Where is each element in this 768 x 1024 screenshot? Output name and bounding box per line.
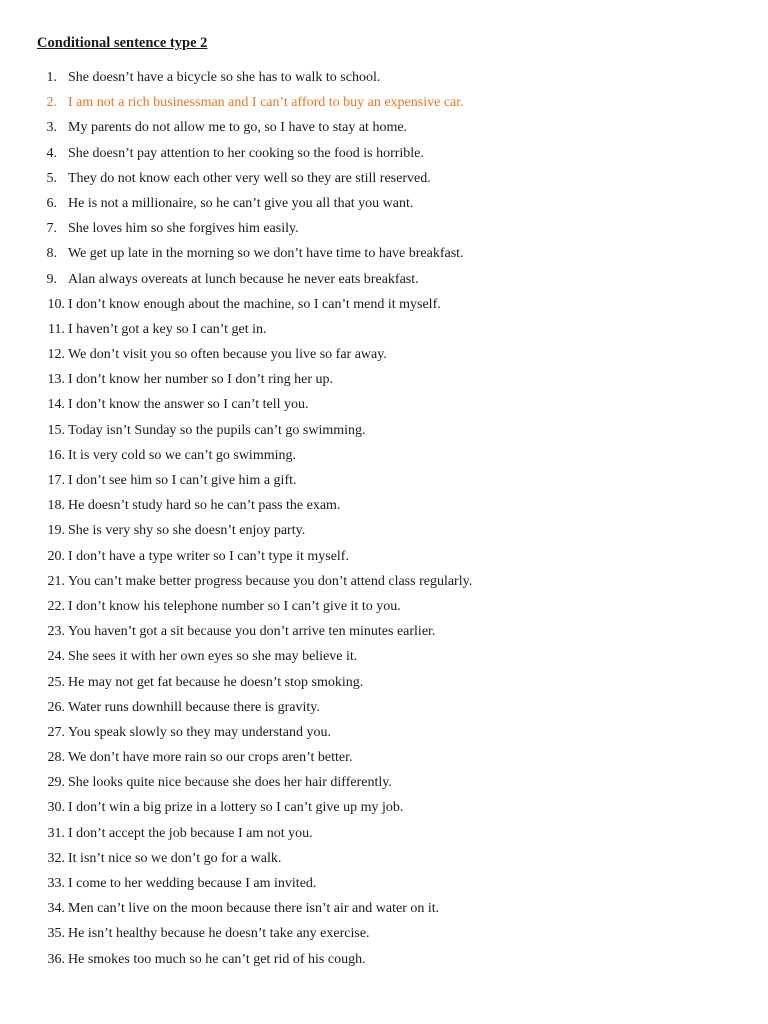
- item-number: 22.: [47, 598, 65, 614]
- item-sentence: I don’t know enough about the machine, so I can’t mend it myself.: [68, 296, 441, 312]
- item-sentence: I come to her wedding because I am invited.: [68, 876, 317, 891]
- item-number: 33.: [47, 876, 65, 891]
- list-item: [0, 367, 768, 392]
- item-sentence: She sees it with her own eyes so she may believe it.: [68, 649, 358, 665]
- list-item: [0, 166, 768, 191]
- item-number: 3.: [46, 120, 57, 136]
- item-number: 8.: [46, 246, 57, 262]
- item-sentence: Today isn’t Sunday so the pupils can’t go swimming.: [68, 422, 366, 438]
- item-sentence: We don’t visit you so often because you live so far away.: [68, 347, 387, 363]
- item-sentence: I don’t know the answer so I can’t tell you.: [68, 397, 309, 413]
- item-sentence: I don’t know his telephone number so I can’t give it to you.: [68, 598, 401, 614]
- item-number: 7.: [46, 221, 57, 237]
- item-sentence: It isn’t nice so we don’t go for a walk.: [68, 850, 282, 866]
- list-item: [0, 795, 768, 820]
- item-sentence: He doesn’t study hard so he can’t pass the exam.: [68, 498, 341, 514]
- item-number: 1.: [46, 70, 57, 85]
- list-item: [0, 342, 768, 367]
- item-number: 9.: [46, 271, 57, 287]
- list-item: [0, 896, 768, 921]
- item-sentence: My parents do not allow me to go, so I have to stay at home.: [68, 120, 408, 136]
- list-item: [0, 292, 768, 317]
- list-item: [0, 846, 768, 871]
- item-number: 19.: [47, 523, 65, 539]
- list-item: [0, 569, 768, 594]
- item-number: 16.: [47, 447, 65, 463]
- item-sentence: Alan always overeats at lunch because he never eats breakfast.: [68, 271, 419, 287]
- item-sentence: He may not get fat because he doesn’t stop smoking.: [68, 674, 364, 690]
- item-sentence: I don’t know her number so I don’t ring her up.: [68, 372, 334, 388]
- item-sentence: He smokes too much so he can’t get rid of his cough.: [68, 951, 366, 967]
- item-number: 5.: [46, 170, 57, 186]
- item-sentence: I don’t accept the job because I am not you.: [68, 825, 313, 841]
- item-sentence: You can’t make better progress because you don’t attend class regularly.: [68, 573, 473, 589]
- item-number: 35.: [47, 926, 65, 942]
- list-item: [0, 871, 768, 896]
- item-sentence: I don’t have a type writer so I can’t type it myself.: [68, 548, 349, 564]
- item-number: 31.: [47, 825, 65, 841]
- list-item: [0, 770, 768, 795]
- item-number: 11.: [48, 321, 65, 337]
- item-sentence: I am not a rich businessman and I can’t afford to buy an expensive car.: [68, 95, 464, 111]
- item-sentence: Men can’t live on the moon because there isn’t air and water on it.: [68, 901, 440, 917]
- item-sentence: She doesn’t have a bicycle so she has to walk to school.: [68, 70, 381, 85]
- list-item: [0, 745, 768, 770]
- list-item: [0, 821, 768, 846]
- list-item: [0, 544, 768, 569]
- list-item: [0, 191, 768, 216]
- item-number: 4.: [46, 145, 57, 161]
- item-number: 10.: [47, 296, 65, 312]
- list-item: [0, 468, 768, 493]
- item-sentence: We don’t have more rain so our crops aren’t better.: [68, 750, 353, 766]
- item-number: 34.: [47, 901, 65, 917]
- item-sentence: You haven’t got a sit because you don’t arrive ten minutes earlier.: [68, 624, 436, 640]
- list-item: [0, 670, 768, 695]
- item-number: 24.: [47, 649, 65, 665]
- item-sentence: Water runs downhill because there is gravity.: [68, 699, 320, 715]
- item-sentence: She loves him so she forgives him easily.: [68, 221, 299, 237]
- item-number: 29.: [47, 775, 65, 791]
- list-item: [0, 317, 768, 342]
- item-number: 12.: [47, 347, 65, 363]
- list-item: [0, 493, 768, 518]
- item-number: 14.: [47, 397, 65, 413]
- item-sentence: She looks quite nice because she does her hair differently.: [68, 775, 392, 791]
- list-item: [0, 90, 768, 115]
- item-number: 15.: [47, 422, 65, 438]
- item-number: 21.: [47, 573, 65, 589]
- item-number: 13.: [47, 372, 65, 388]
- item-number: 36.: [47, 951, 65, 967]
- list-item: [0, 644, 768, 669]
- item-number: 28.: [47, 750, 65, 766]
- item-sentence: I don’t win a big prize in a lottery so I can’t give up my job.: [68, 800, 404, 816]
- item-sentence: She is very shy so she doesn’t enjoy party.: [68, 523, 306, 539]
- list-item: [0, 65, 768, 90]
- list-item: [0, 216, 768, 241]
- item-sentence: He isn’t healthy because he doesn’t take any exercise.: [68, 926, 370, 942]
- item-number: 20.: [47, 548, 65, 564]
- item-number: 32.: [47, 850, 65, 866]
- item-number: 2.: [46, 95, 57, 111]
- item-number: 27.: [47, 724, 65, 740]
- item-sentence: You speak slowly so they may understand you.: [68, 724, 332, 740]
- item-sentence: They do not know each other very well so they are still reserved.: [68, 170, 431, 186]
- item-number: 23.: [47, 624, 65, 640]
- item-sentence: It is very cold so we can’t go swimming.: [68, 447, 296, 463]
- list-item: [0, 947, 768, 972]
- list-item: [0, 594, 768, 619]
- item-number: 26.: [47, 699, 65, 715]
- list-item: [0, 141, 768, 166]
- item-sentence: We get up late in the morning so we don’t have time to have breakfast.: [68, 246, 464, 262]
- item-sentence: She doesn’t pay attention to her cooking so the food is horrible.: [68, 145, 424, 161]
- list-item: [0, 392, 768, 417]
- list-item: [0, 695, 768, 720]
- list-item: [0, 443, 768, 468]
- list-item: [0, 619, 768, 644]
- list-item: [0, 518, 768, 543]
- item-sentence: He is not a millionaire, so he can’t give you all that you want.: [68, 195, 414, 211]
- list-item: [0, 720, 768, 745]
- list-item: [0, 921, 768, 946]
- document-title: Conditional sentence type 2: [37, 35, 208, 51]
- item-number: 17.: [47, 473, 65, 488]
- item-number: 30.: [47, 800, 65, 816]
- item-number: 6.: [46, 195, 57, 211]
- list-item: [0, 418, 768, 443]
- sentence-list: [0, 65, 768, 972]
- list-item: [0, 267, 768, 292]
- list-item: [0, 115, 768, 140]
- item-sentence: I don’t see him so I can’t give him a gift.: [68, 473, 297, 488]
- item-number: 25.: [47, 674, 65, 690]
- item-number: 18.: [47, 498, 65, 514]
- item-sentence: I haven’t got a key so I can’t get in.: [68, 321, 267, 337]
- list-item: [0, 241, 768, 266]
